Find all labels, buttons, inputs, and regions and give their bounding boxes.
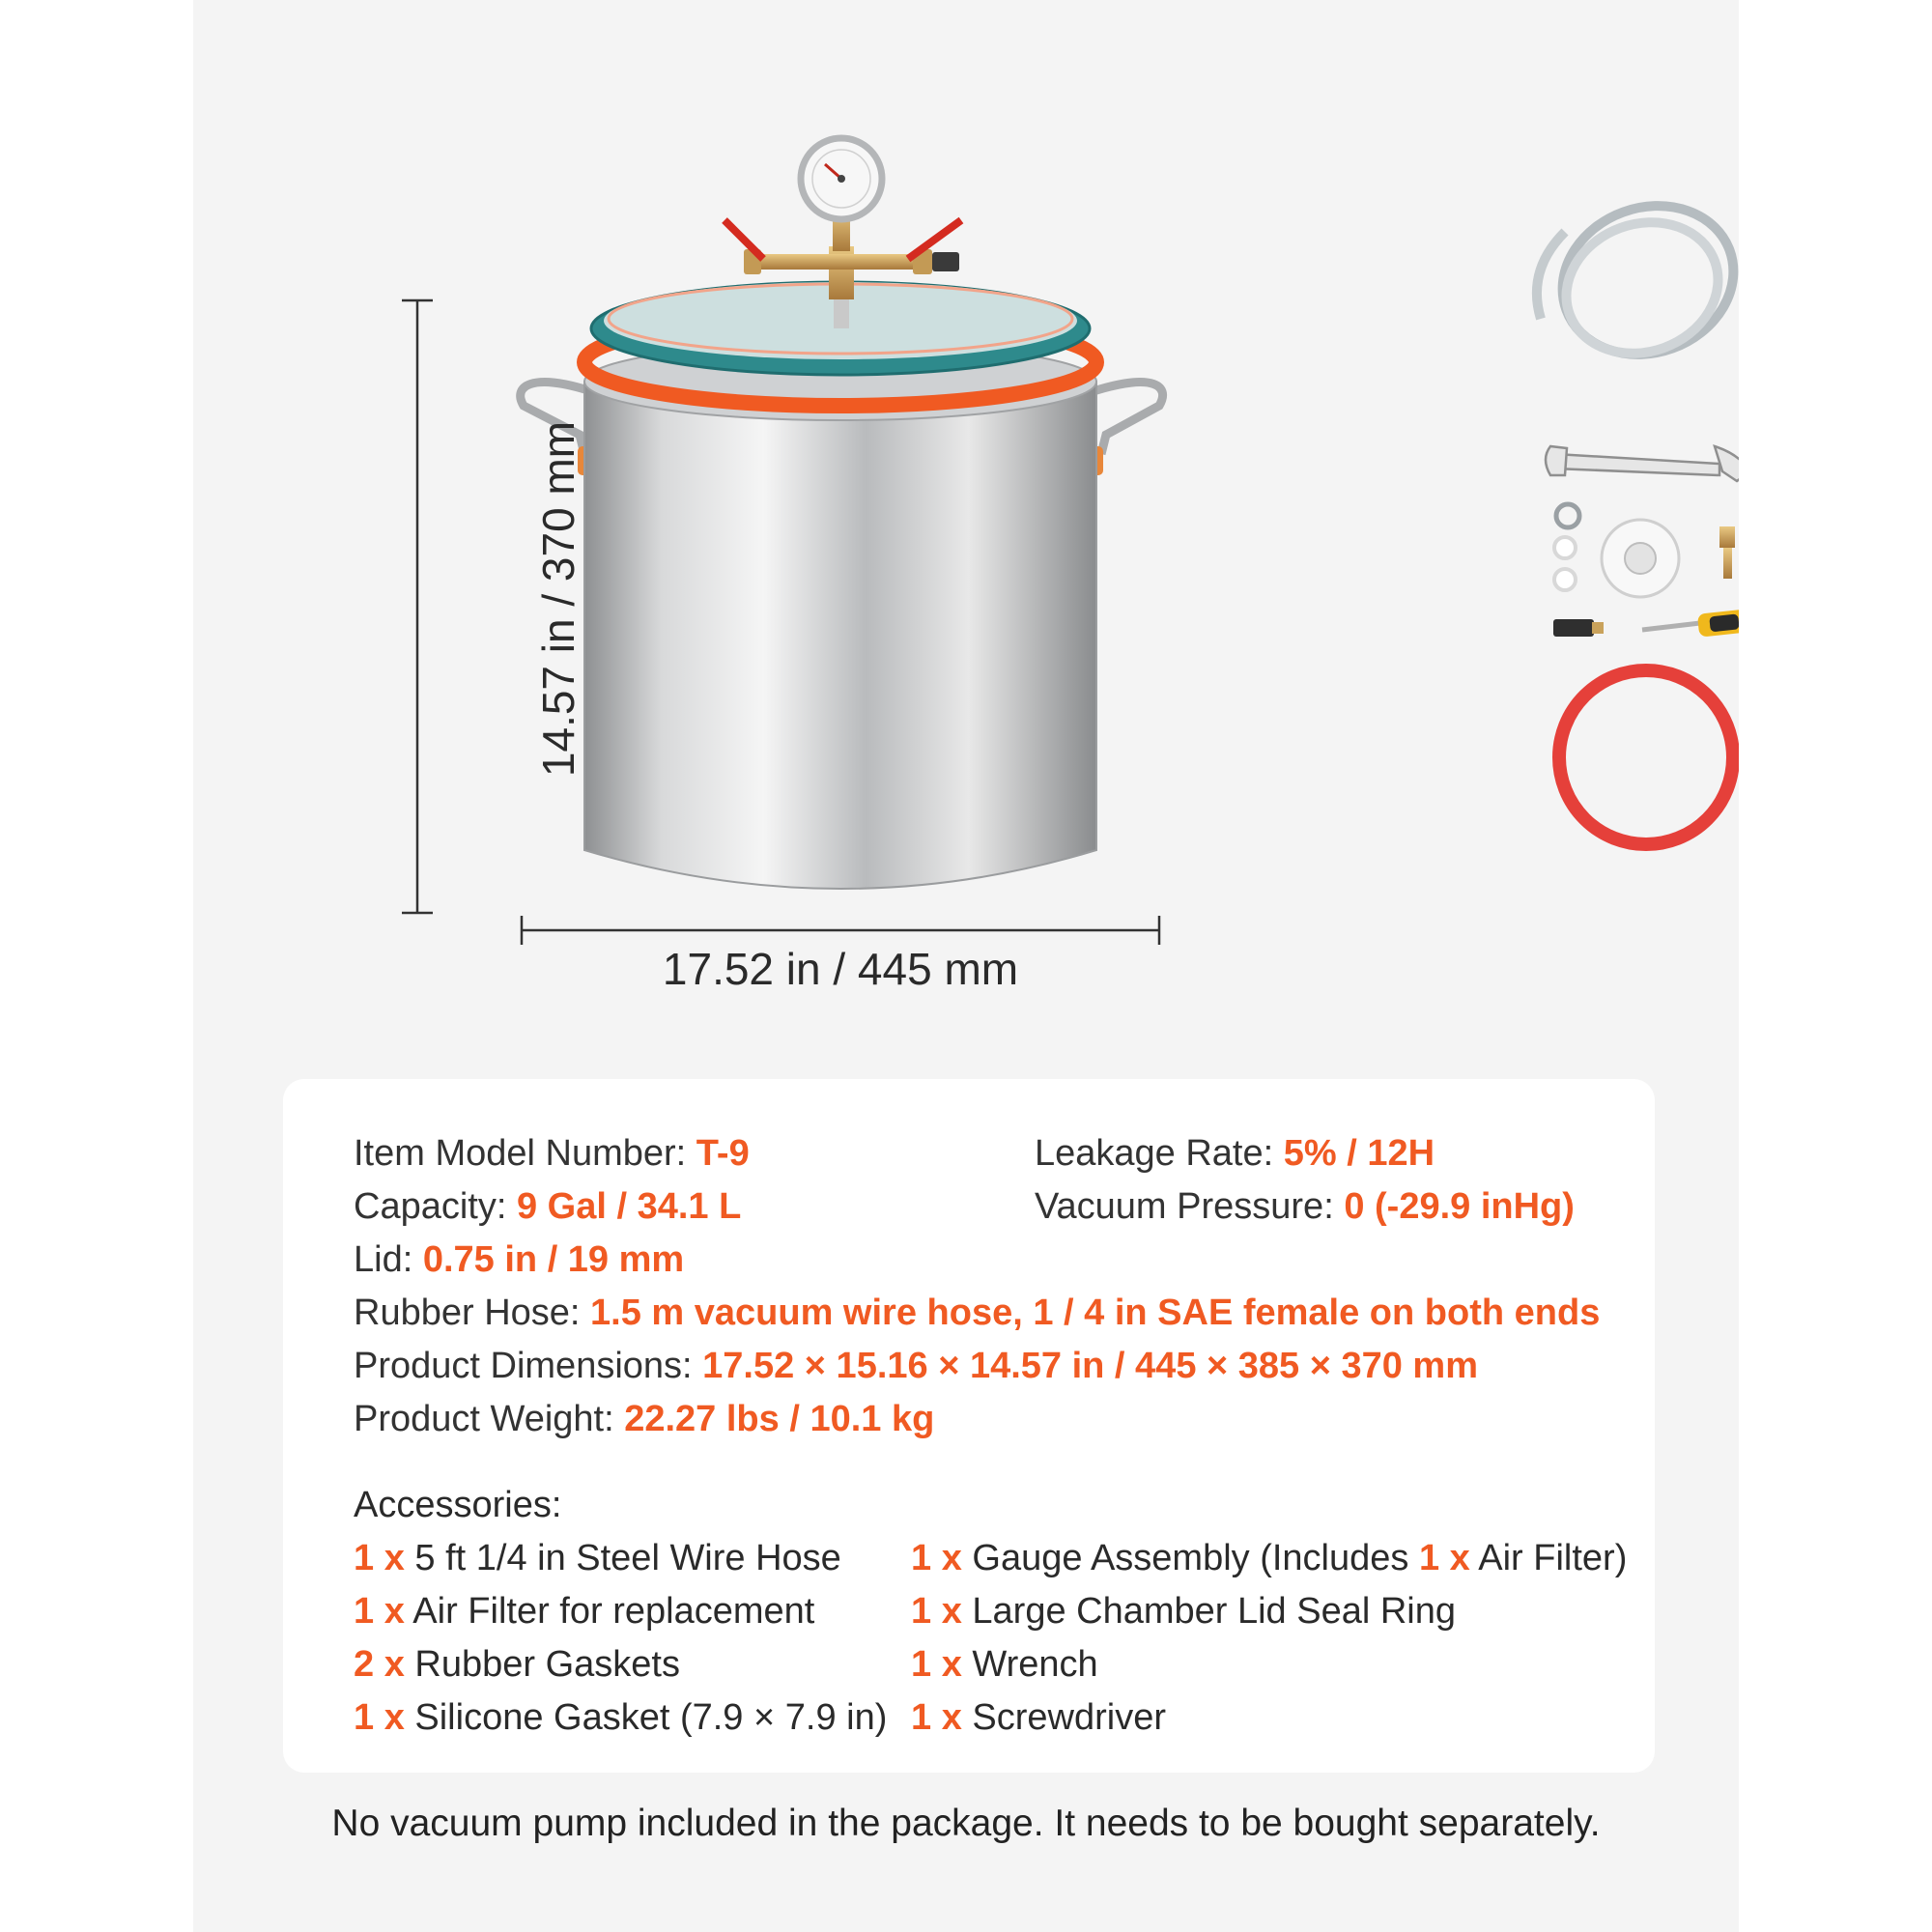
air-filter-icon (1553, 619, 1604, 637)
height-dimension-line (402, 300, 433, 913)
accessories-title: Accessories: (354, 1485, 562, 1525)
spec-card (283, 1079, 1655, 1773)
spec-hose: Rubber Hose: 1.5 m vacuum wire hose, 1 / 4 in SAE female on both ends (354, 1293, 1601, 1333)
width-dimension-line (522, 916, 1159, 945)
width-dimension-label: 17.52 in / 445 mm (662, 944, 1019, 994)
rubber-washer-icon (1554, 537, 1576, 590)
accessory-item: 1 x Wrench (911, 1644, 1098, 1685)
accessory-item: 1 x Gauge Assembly (Includes 1 x Air Filter) (911, 1538, 1628, 1578)
thread-seal-tape-icon (1602, 520, 1679, 597)
product-illustration (193, 0, 1739, 1063)
no-pump-note: No vacuum pump included in the package. It needs to be bought separately. (331, 1803, 1601, 1844)
steel-wire-hose-icon (1537, 183, 1739, 379)
accessory-item: 1 x Screwdriver (911, 1697, 1166, 1738)
wrench-icon (1546, 446, 1739, 481)
stainless-pot-body (584, 382, 1096, 889)
spec-weight: Product Weight: 22.27 lbs / 10.1 kg (354, 1399, 935, 1439)
hose-clamp-icon (1556, 504, 1579, 527)
brass-fitting-icon (1719, 526, 1735, 579)
spec-leakage: Leakage Rate: 5% / 12H (1035, 1133, 1435, 1174)
pressure-gauge-icon (801, 138, 882, 219)
product-canvas (193, 0, 1739, 1932)
spec-capacity: Capacity: 9 Gal / 34.1 L (354, 1186, 742, 1227)
spec-vacuum: Vacuum Pressure: 0 (-29.9 inHg) (1035, 1186, 1575, 1227)
silicone-gasket-ring-icon (1559, 670, 1733, 844)
spec-model: Item Model Number: T-9 (354, 1133, 750, 1174)
accessory-item: 1 x Silicone Gasket (7.9 × 7.9 in) (354, 1697, 888, 1738)
screwdriver-icon (1642, 609, 1739, 637)
accessory-item: 1 x Large Chamber Lid Seal Ring (911, 1591, 1457, 1632)
spec-lid: Lid: 0.75 in / 19 mm (354, 1239, 685, 1280)
spec-dimensions: Product Dimensions: 17.52 × 15.16 × 14.57 in / 445 × 385 × 370 mm (354, 1346, 1478, 1386)
accessory-item: 1 x 5 ft 1/4 in Steel Wire Hose (354, 1538, 841, 1578)
accessory-item: 1 x Air Filter for replacement (354, 1591, 815, 1632)
height-dimension-label: 14.57 in / 370 mm (533, 420, 583, 778)
accessory-item: 2 x Rubber Gaskets (354, 1644, 680, 1685)
